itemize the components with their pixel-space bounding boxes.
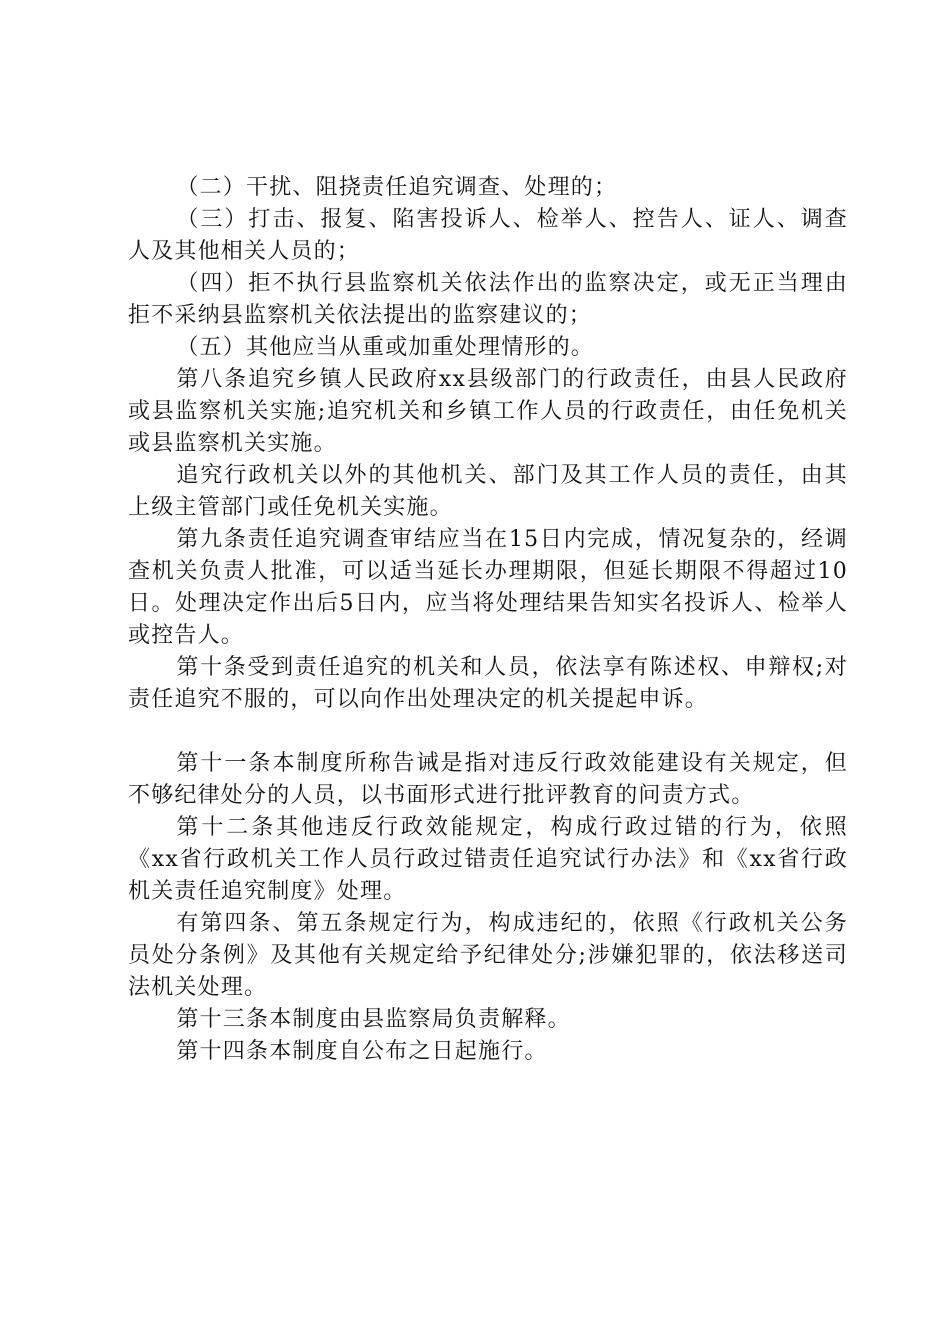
article-8: 第八条追究乡镇人民政府xx县级部门的行政责任，由县人民政府或县监察机关实施;追究机关和乡镇工作人员的行政责任，由任免机关或县监察机关实施。 [128,367,848,456]
article-12: 第十二条其他违反行政效能规定，构成行政过错的行为，依照《xx省行政机关工作人员行政过错责任追究试行办法》和《xx省行政机关责任追究制度》处理。 [128,815,848,904]
article-11: 第十一条本制度所称告诫是指对违反行政效能建设有关规定，但不够纪律处分的人员，以书面形式进行批评教育的问责方式。 [128,751,848,808]
article-14: 第十四条本制度自公布之日起施行。 [176,1039,548,1064]
clause-item-4: （四）拒不执行县监察机关依法作出的监察决定，或无正当理由拒不采纳县监察机关依法提出的监察建议的； [128,271,848,328]
article-13: 第十三条本制度由县监察局负责解释。 [176,1007,571,1032]
article-10: 第十条受到责任追究的机关和人员，依法享有陈述权、申辩权;对责任追究不服的，可以向作出处理决定的机关提起申诉。 [128,655,848,712]
clause-item-2: （二）干扰、阻挠责任追究调查、处理的； [176,175,618,200]
article-8-paragraph-2: 追究行政机关以外的其他机关、部门及其工作人员的责任，由其上级主管部门或任免机关实施。 [128,463,848,520]
clause-item-5: （五）其他应当从重或加重处理情形的。 [176,335,594,360]
article-12-paragraph-2: 有第四条、第五条规定行为，构成违纪的，依照《行政机关公务员处分条例》及其他有关规定给予纪律处分;涉嫌犯罪的，依法移送司法机关处理。 [128,911,848,1000]
document-body [128,172,848,1068]
article-9: 第九条责任追究调查审结应当在15日内完成，情况复杂的，经调查机关负责人批准，可以适当延长办理期限，但延长期限不得超过10日。处理决定作出后5日内，应当将处理结果告知实名投诉人、检举人或控告人。 [128,527,848,648]
clause-item-3: （三）打击、报复、陷害投诉人、检举人、控告人、证人、调查人及其他相关人员的； [128,207,848,264]
